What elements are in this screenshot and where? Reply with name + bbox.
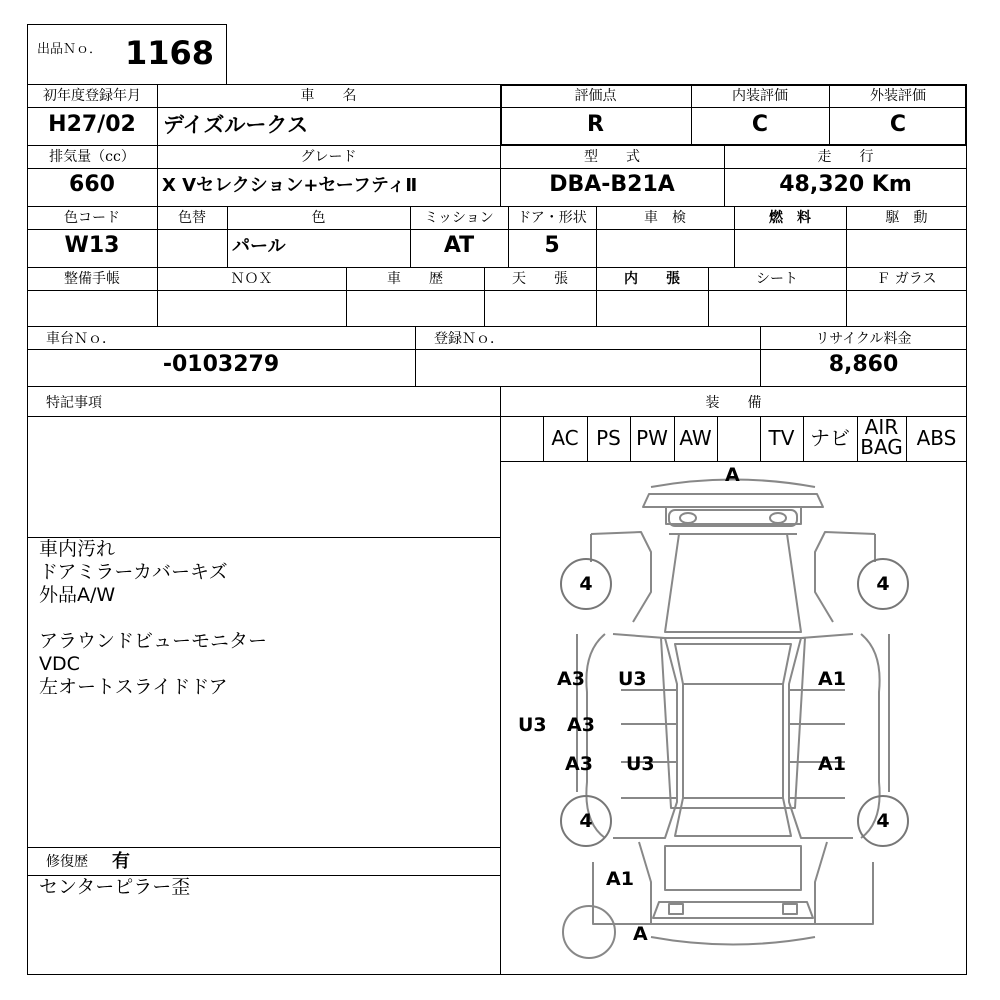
chassis-no-label: 車台Ｎｏ．	[46, 331, 116, 347]
tire-rear-right: 4	[857, 795, 909, 847]
note-line	[39, 607, 267, 630]
model-value: DBA-B21A	[549, 172, 675, 197]
tire-front-left: 4	[560, 558, 612, 610]
mileage-label: 走 行	[817, 149, 874, 165]
damage-mark: A3	[565, 753, 593, 775]
interior-roof-label: 内 張	[624, 271, 680, 287]
color-code-label: 色コード	[64, 210, 120, 226]
equip-ps: PS	[596, 426, 621, 450]
drive-label: 駆 動	[885, 210, 928, 226]
color-label: 色	[311, 210, 326, 226]
damage-mark: A1	[818, 753, 846, 775]
score-value: R	[587, 112, 604, 137]
damage-mark: A1	[606, 868, 634, 890]
maintenance-book-label: 整備手帳	[64, 271, 120, 287]
tire-front-right: 4	[857, 558, 909, 610]
note-line: 左オートスライドドア	[39, 676, 228, 698]
repair-detail: センターピラー歪	[39, 876, 191, 898]
repair-history-value: 有	[112, 851, 130, 872]
recycle-fee-label: リサイクル料金	[815, 331, 912, 347]
car-name-label: 車 名	[300, 88, 357, 104]
front-glass-label: Ｆ ガラス	[876, 271, 937, 287]
damage-mark: A3	[557, 668, 585, 690]
car-name-value: デイズルークス	[163, 113, 309, 137]
fuel-label: 燃 料	[769, 210, 811, 226]
seat-label: シート	[756, 271, 798, 287]
reg-date-label: 初年度登録年月	[43, 88, 141, 104]
equip-abs: ABS	[916, 426, 957, 450]
note-line: 車内汚れ	[39, 538, 116, 560]
damage-mark: A3	[567, 714, 595, 736]
equip-aw: AW	[679, 426, 712, 450]
chassis-no-value: -0103279	[162, 352, 280, 377]
displacement-label: 排気量（cc）	[49, 149, 135, 165]
damage-mark: U3	[618, 668, 647, 690]
equip-ac: AC	[551, 426, 579, 450]
interior-grade-label: 内装評価	[732, 88, 788, 104]
note-line: アラウンドビューモニター	[39, 630, 268, 652]
grade-value: X Vセレクション+セーフティⅡ	[162, 175, 418, 196]
notes-title: 特記事項	[46, 395, 102, 411]
exterior-grade-value: C	[889, 112, 907, 137]
door-value: 5	[544, 233, 560, 258]
grade-label: グレード	[300, 149, 357, 165]
damage-mark: A1	[818, 668, 846, 690]
repair-history-label: 修復歴	[46, 854, 88, 870]
equip-navi: ナビ	[810, 426, 850, 450]
equip-pw: PW	[636, 426, 668, 450]
damage-mark: U3	[518, 714, 547, 736]
notes-list	[39, 538, 267, 699]
inspection-label: 車 検	[644, 210, 686, 226]
rear-mark: A	[633, 923, 648, 945]
note-line: ドアミラーカバーキズ	[39, 561, 228, 583]
roof-label: 天 張	[512, 271, 568, 287]
color-change-label: 色替	[178, 210, 206, 226]
equip-tv: TV	[768, 426, 795, 450]
lot-number: 1168	[125, 34, 215, 72]
mileage-value: 48,320 Km	[779, 172, 912, 197]
equip-airbag: AIR BAG	[860, 415, 903, 459]
mission-value: AT	[443, 233, 475, 258]
mission-label: ミッション	[424, 210, 494, 226]
registration-no-label: 登録Ｎｏ．	[434, 331, 504, 347]
color-code-value: W13	[64, 233, 120, 258]
front-mark: A	[725, 464, 740, 486]
history-label: 車 歴	[387, 271, 443, 287]
displacement-value: 660	[69, 172, 115, 197]
model-label: 型 式	[584, 149, 640, 165]
note-line: 外品A/W	[39, 584, 116, 606]
exterior-grade-label: 外装評価	[870, 88, 926, 104]
door-label: ドア・形状	[517, 210, 587, 226]
equipment-title: 装 備	[705, 395, 762, 411]
note-line: VDC	[39, 653, 80, 675]
tire-rear-left: 4	[560, 795, 612, 847]
color-value: パール	[232, 236, 286, 257]
nox-label: ＮＯＸ	[230, 271, 273, 287]
damage-mark: U3	[626, 753, 655, 775]
score-label: 評価点	[574, 88, 617, 104]
reg-date-value: H27/02	[48, 112, 136, 137]
lot-label: 出品Ｎｏ．	[37, 42, 103, 57]
recycle-fee-value: 8,860	[828, 352, 899, 377]
interior-grade-value: C	[751, 112, 769, 137]
